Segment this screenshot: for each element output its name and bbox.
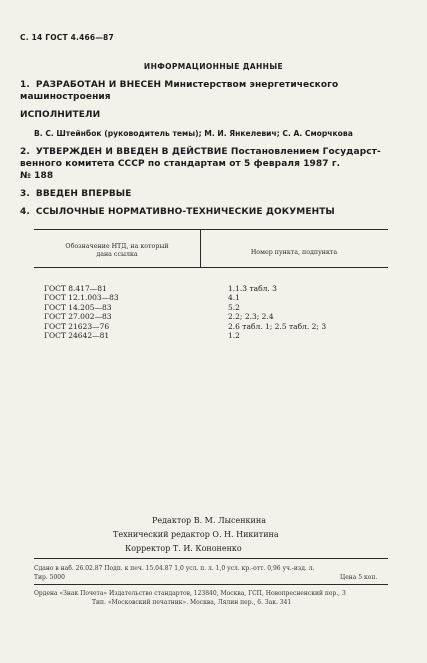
table-row-ref: 4.1 <box>228 293 240 303</box>
table-header-divider <box>34 267 388 268</box>
section-1-line1 <box>20 80 338 90</box>
imprint-circulation: Тир. 5000 <box>34 574 65 581</box>
executors-title: ИСПОЛНИТЕЛИ <box>20 110 101 120</box>
table-row-ref: 5.2 <box>228 302 240 312</box>
table-row-doc: ГОСТ 27.002—83 <box>44 312 112 322</box>
credit-tech-editor: Технический редактор О. Н. Никитина <box>113 530 279 539</box>
section-2-line2: венного комитета СССР по стандартам от 5 февраля 1987 г. <box>20 159 341 169</box>
section-3 <box>20 189 131 199</box>
credit-editor: Редактор В. М. Лысенкина <box>152 516 266 525</box>
table-row-doc: ГОСТ 14.205—83 <box>44 302 112 312</box>
section-2-number: 2. <box>20 147 30 157</box>
section-2-text: УТВЕРЖДЕН И ВВЕДЕН В ДЕЙСТВИЕ Постановлением Государст- <box>35 147 381 157</box>
section-4 <box>20 207 335 217</box>
table-column-divider <box>200 229 201 267</box>
imprint-publisher: Ордена «Знак Почета» Издательство стандартов, 123840, Москва, ГСП, Новопресненский пер., 3 <box>34 590 346 597</box>
table-ref-column <box>228 284 326 340</box>
executors-text: В. С. Штейнбок (руководитель темы); М. И. Янкелевич; С. А. Сморчкова <box>34 129 353 138</box>
imprint-top-rule <box>34 558 388 559</box>
section-2-line1 <box>20 147 381 157</box>
page-header: С. 14 ГОСТ 4.466—87 <box>20 33 114 42</box>
section-4-number: 4. <box>20 207 30 217</box>
imprint-line1: Сдано в наб. 26.02.87 Подп. к печ. 15.04.87 1,0 усл. п. л. 1,0 усл. кр.-отт. 0,96 уч.-изд. л. <box>34 565 315 572</box>
table-row-doc: ГОСТ 8.417—81 <box>44 284 107 293</box>
credit-corrector: Корректор Т. И. Кононенко <box>125 544 242 553</box>
table-header-doc-line2: дана ссылка <box>96 251 138 258</box>
section-2-line3: № 188 <box>20 171 54 181</box>
table-row-ref: 2.6 табл. 1; 2.5 табл. 2; 3 <box>228 321 327 331</box>
table-header-doc-line1: Обозначение НТД, на который <box>65 243 169 250</box>
section-1-text: РАЗРАБОТАН И ВНЕСЕН Министерством энергетического <box>35 80 339 90</box>
table-row-ref: 1.1.3 табл. 3 <box>228 284 277 293</box>
section-3-text: ВВЕДЕН ВПЕРВЫЕ <box>35 189 132 199</box>
section-4-text: ССЫЛОЧНЫЕ НОРМАТИВНО-ТЕХНИЧЕСКИЕ ДОКУМЕНТЫ <box>35 207 335 217</box>
section-3-number: 3. <box>20 189 30 199</box>
table-row-doc: ГОСТ 12.1.003—83 <box>44 293 119 303</box>
imprint-bottom-rule <box>34 584 388 585</box>
section-1-line2: машиностроения <box>20 92 111 102</box>
imprint-price: Цена 5 коп. <box>340 574 378 581</box>
section-1-number: 1. <box>20 80 30 90</box>
table-row-doc: ГОСТ 21623—76 <box>44 321 110 331</box>
info-title: ИНФОРМАЦИОННЫЕ ДАННЫЕ <box>143 62 284 71</box>
table-row-ref: 2.2; 2.3; 2.4 <box>228 312 274 322</box>
imprint-printer: Тип. «Московский печатник». Москва, Лялин пер., 6. Зак. 341 <box>92 599 292 606</box>
table-row-ref: 1.2 <box>228 331 240 341</box>
table-header-ref: Номер пункта, подпункта <box>250 249 338 256</box>
table-doc-column <box>44 284 119 340</box>
table-row-doc: ГОСТ 24642—81 <box>44 331 110 341</box>
